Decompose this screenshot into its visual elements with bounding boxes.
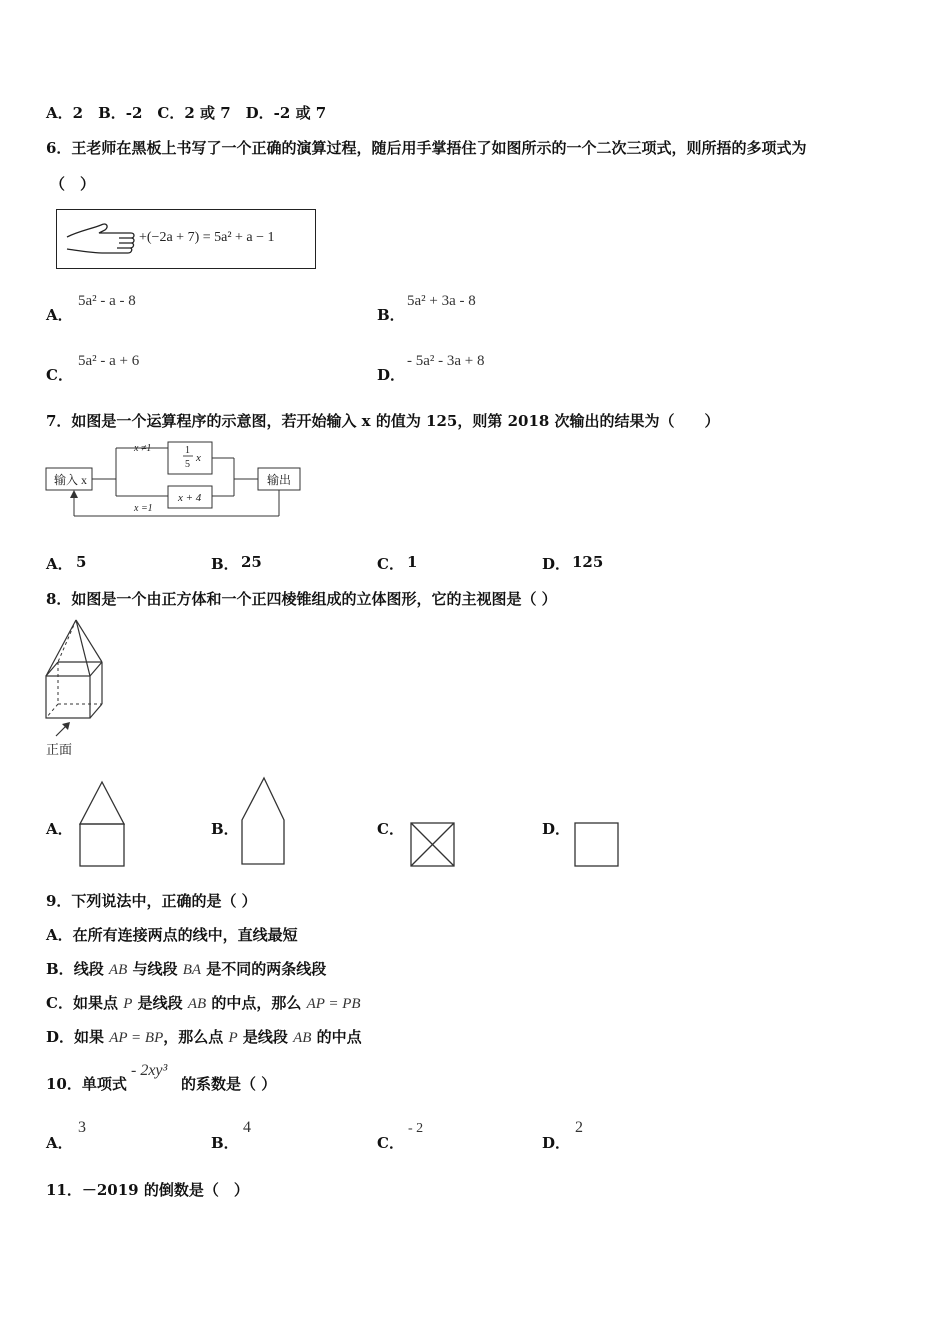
q8-option-c-figure bbox=[408, 820, 458, 870]
q6-option-d-expr: - 5a² - 3a + 8 bbox=[407, 353, 485, 369]
op-top-box bbox=[168, 442, 212, 474]
q10-stem-prefix: 10．单项式 bbox=[46, 1075, 127, 1093]
q7-option-d-value: 125 bbox=[572, 553, 604, 571]
flow-op-top-var: x bbox=[196, 452, 201, 464]
q6-equation: +(−2a + 7) = 5a² + a − 1 bbox=[139, 230, 275, 245]
q10-monomial: - 2xy³ bbox=[131, 1062, 168, 1079]
q8-option-a-figure bbox=[76, 778, 128, 870]
q9-stem: 9．下列说法中，正确的是（ ） bbox=[46, 892, 257, 910]
q10-option-c-value: - 2 bbox=[408, 1121, 424, 1136]
q9-option-a: A．在所有连接两点的线中，直线最短 bbox=[46, 926, 298, 944]
arrow-up-icon bbox=[70, 490, 78, 498]
q6-stem-paren: （ ） bbox=[50, 175, 96, 193]
q6-stem: 6．王老师在黑板上书写了一个正确的演算过程，随后用手掌捂住了如图所示的一个二次三项式，则所捂的多项式为 bbox=[46, 139, 807, 157]
hand-icon bbox=[61, 211, 141, 267]
q7-option-a-label: A． bbox=[46, 555, 73, 573]
q7-flowchart bbox=[44, 438, 308, 522]
q10-option-b-label: B． bbox=[211, 1134, 239, 1152]
flow-output-label: 输出 bbox=[267, 473, 292, 487]
flow-op-top-den: 5 bbox=[185, 459, 190, 470]
q5-options: A．2 B．-2 C．2 或 7 D．-2 或 7 bbox=[46, 104, 327, 122]
q10-option-b-value: 4 bbox=[243, 1119, 251, 1136]
flow-op-top-num: 1 bbox=[185, 445, 190, 456]
q8-stem: 8．如图是一个由正方体和一个正四棱锥组成的立体图形，它的主视图是（ ） bbox=[46, 590, 557, 608]
q6-option-c-label: C． bbox=[46, 366, 73, 384]
q7-option-a-value: 5 bbox=[76, 553, 87, 571]
q9-option-d: D．如果 AP = BP，那么点 P 是线段 AB 的中点 bbox=[46, 1028, 362, 1046]
q6-option-b-expr: 5a² + 3a - 8 bbox=[407, 293, 476, 309]
q8-option-b-figure bbox=[238, 774, 292, 870]
flow-op-bottom: x + 4 bbox=[178, 492, 202, 504]
q6-option-d-label: D． bbox=[377, 366, 406, 384]
q7-option-b-label: B． bbox=[211, 555, 239, 573]
front-label: 正面 bbox=[46, 742, 73, 757]
q7-stem: 7．如图是一个运算程序的示意图，若开始输入 x 的值为 125，则第 2018 次输出的结果为（ ） bbox=[46, 412, 720, 430]
flow-input-label: 输入 x bbox=[54, 473, 88, 487]
q8-option-d-label: D． bbox=[542, 820, 571, 838]
q11-stem: 11．－2019 的倒数是（ ） bbox=[46, 1181, 249, 1199]
q10-option-c-label: C． bbox=[377, 1134, 404, 1152]
q8-option-d-figure bbox=[572, 820, 622, 870]
q7-option-c-label: C． bbox=[377, 555, 404, 573]
flow-cond-bottom: x =1 bbox=[134, 503, 153, 514]
q6-option-b-label: B． bbox=[377, 306, 405, 324]
flow-cond-top: x ≠1 bbox=[134, 443, 152, 454]
q10-option-a-label: A． bbox=[46, 1134, 73, 1152]
q8-option-c-label: C． bbox=[377, 820, 404, 838]
q10-option-d-label: D． bbox=[542, 1134, 571, 1152]
q7-option-d-label: D． bbox=[542, 555, 571, 573]
q6-option-a-label: A． bbox=[46, 306, 73, 324]
q7-option-c-value: 1 bbox=[407, 553, 418, 571]
q9-option-b: B．线段 AB 与线段 BA 是不同的两条线段 bbox=[46, 960, 327, 978]
q10-option-a-value: 3 bbox=[78, 1119, 86, 1136]
q7-option-b-value: 25 bbox=[241, 553, 262, 571]
q6-equation-box bbox=[56, 209, 316, 269]
q10-option-d-value: 2 bbox=[575, 1119, 583, 1136]
q6-option-c-expr: 5a² - a + 6 bbox=[78, 353, 140, 369]
q10-stem-suffix: 的系数是（ ） bbox=[181, 1075, 277, 1093]
q9-option-c: C．如果点 P 是线段 AB 的中点，那么 AP = PB bbox=[46, 994, 361, 1012]
q6-option-a-expr: 5a² - a - 8 bbox=[78, 293, 136, 309]
q8-option-b-label: B． bbox=[211, 820, 239, 838]
q8-solid-figure bbox=[44, 616, 108, 760]
q8-option-a-label: A． bbox=[46, 820, 73, 838]
